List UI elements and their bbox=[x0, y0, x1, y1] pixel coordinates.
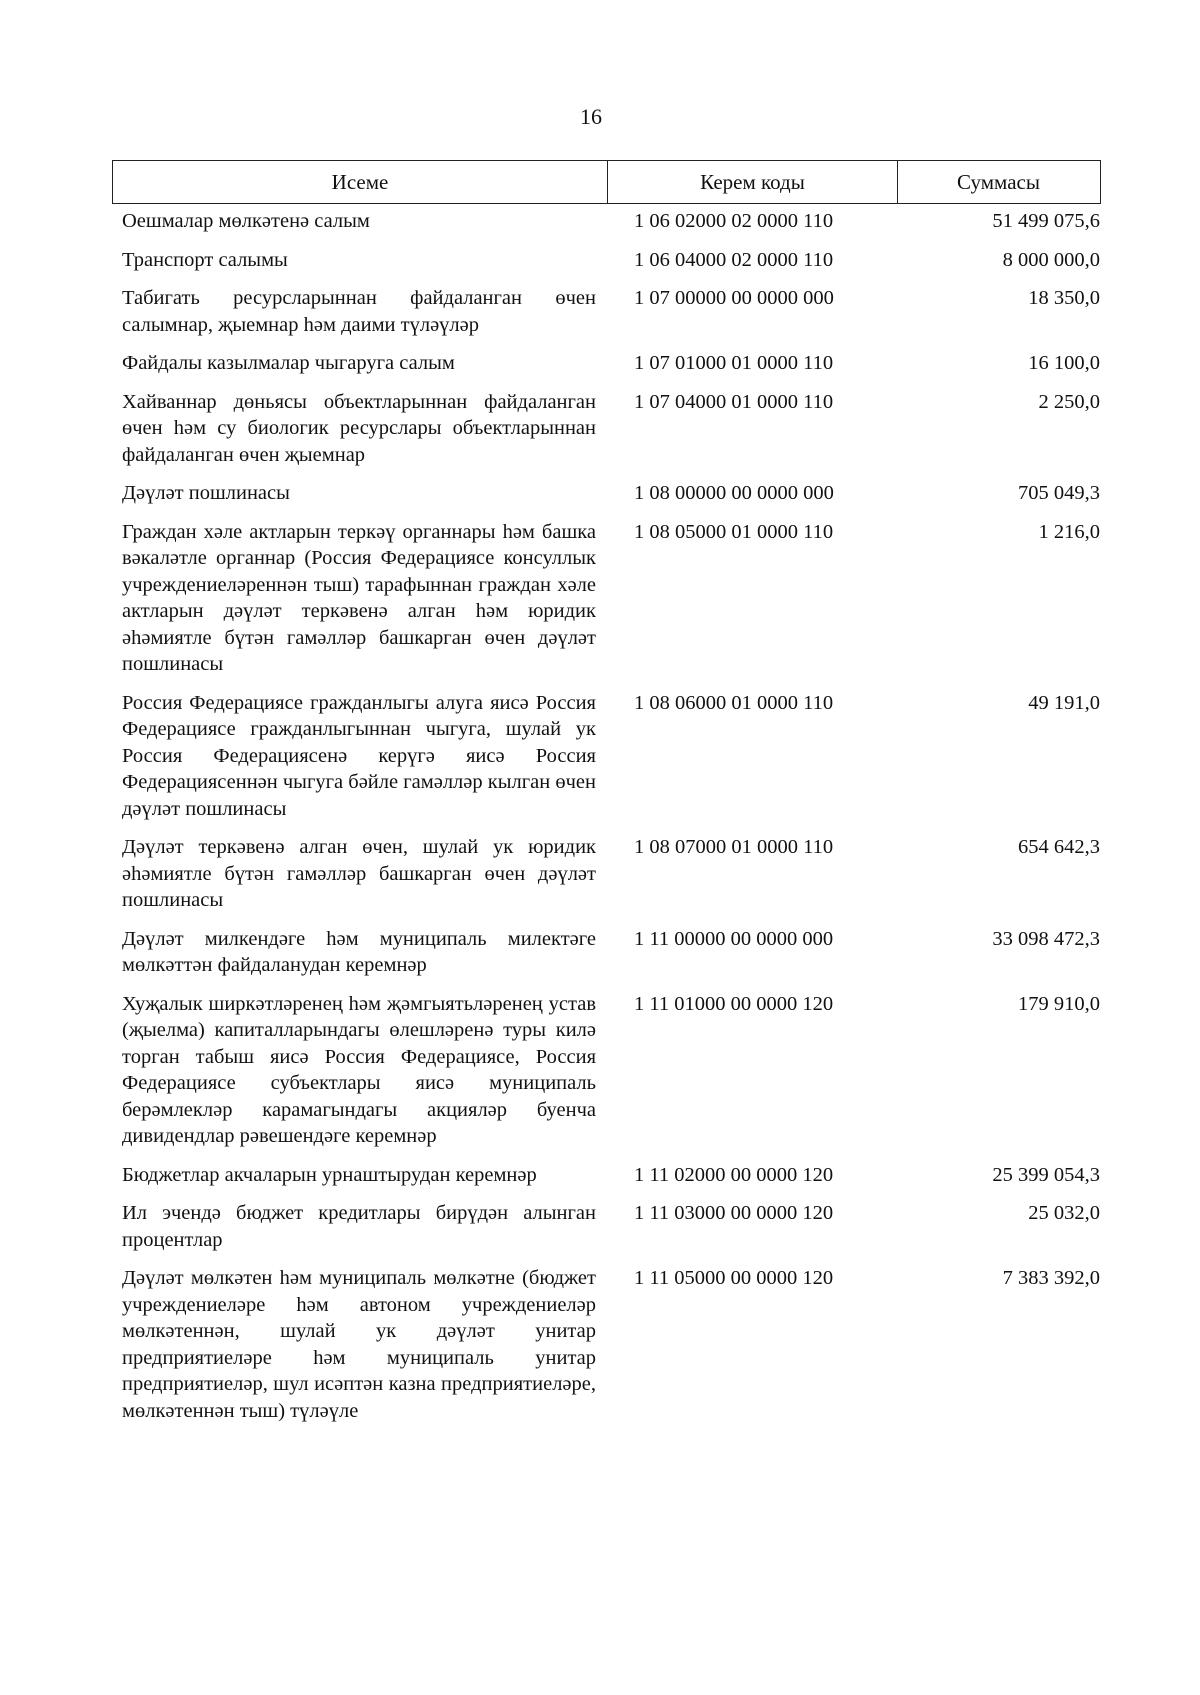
row-sum: 7 383 392,0 bbox=[1002, 1267, 1100, 1289]
row-sum: 49 191,0 bbox=[1028, 691, 1100, 714]
row-sum: 1 216,0 bbox=[1038, 520, 1100, 543]
row-sum: 654 642,3 bbox=[1018, 836, 1100, 858]
row-code: 1 08 06000 01 0000 110 bbox=[634, 691, 834, 714]
row-name: Файдалы казылмалар чыгаруга салым bbox=[122, 352, 455, 374]
table-row bbox=[122, 519, 1102, 678]
row-sum: 8 000 000,0 bbox=[1002, 248, 1100, 271]
row-name: Хуҗалык ширкәтләренең һәм җәмгыятьләренең устав (җыелма) капиталларындагы өлешләренә туры килә торган табыш яисә Россия Федерациясе, Россия Федерациясе субъектлары яисә муниципаль берәмлекләр карамагындагы акцияләр буенча дивидендлар рәвешендәге керемнәр bbox=[122, 992, 596, 1147]
row-sum: 25 032,0 bbox=[1028, 1202, 1100, 1224]
table-header bbox=[112, 160, 1101, 204]
row-sum: 51 499 075,6 bbox=[992, 210, 1100, 232]
row-code: 1 11 05000 00 0000 120 bbox=[634, 1267, 834, 1289]
row-name: Дәүләт теркәвенә алган өчен, шулай ук юридик әһәмиятле бүтән гамәлләр башкарган өчен дәүләт пошлинасы bbox=[122, 836, 596, 911]
row-code: 1 07 04000 01 0000 110 bbox=[634, 390, 834, 413]
table-row bbox=[122, 1200, 1102, 1253]
row-name: Дәүләт милкендәге һәм муниципаль милектәге мөлкәттән файдаланудан керемнәр bbox=[122, 927, 596, 976]
row-code: 1 08 07000 01 0000 110 bbox=[634, 836, 834, 858]
row-sum: 16 100,0 bbox=[1028, 352, 1100, 374]
row-name: Оешмалар мөлкәтенә салым bbox=[122, 210, 370, 232]
row-code: 1 07 01000 01 0000 110 bbox=[634, 352, 834, 374]
table-row bbox=[122, 247, 1102, 274]
page-number: 16 bbox=[580, 104, 602, 129]
row-code: 1 11 00000 00 0000 000 bbox=[634, 927, 834, 950]
column-header-code: Керем коды bbox=[608, 161, 898, 203]
row-code: 1 11 03000 00 0000 120 bbox=[634, 1202, 834, 1224]
table-row bbox=[122, 1162, 1102, 1189]
table-row bbox=[122, 389, 1102, 469]
row-name: Транспорт салымы bbox=[122, 248, 288, 271]
row-name: Хайваннар дөньясы объектларыннан файдаланган өчен һәм су биологик ресурслары объектларыннан файдаланган өчен җыемнар bbox=[122, 390, 596, 466]
row-sum: 33 098 472,3 bbox=[992, 927, 1100, 950]
row-code: 1 11 01000 00 0000 120 bbox=[634, 992, 834, 1015]
table-row bbox=[122, 285, 1102, 338]
row-name: Бюджетлар акчаларын урнаштырудан керемнәр bbox=[122, 1163, 537, 1186]
row-name: Граждан хәле актларын теркәү органнары һәм башка вәкаләтле органнар (Россия Федерациясе консуллык учреждениеләреннән тыш) тарафыннан граждан хәле актларын дәүләт теркәвенә алган һәм юридик әһәмиятле бүтән гамәлләр башкарган өчен дәүләт пошлинасы bbox=[122, 520, 596, 675]
table-row bbox=[122, 480, 1102, 507]
row-sum: 2 250,0 bbox=[1038, 390, 1100, 413]
row-code: 1 08 05000 01 0000 110 bbox=[634, 520, 834, 543]
row-name: Табигать ресурсларыннан файдаланган өчен салымнар, җыемнар һәм даими түләүләр bbox=[122, 287, 596, 336]
row-name: Дәүләт пошлинасы bbox=[122, 482, 290, 504]
table-row bbox=[122, 834, 1102, 914]
column-header-name: Исеме bbox=[113, 161, 608, 203]
row-code: 1 06 04000 02 0000 110 bbox=[634, 248, 834, 271]
table-row bbox=[122, 1265, 1102, 1424]
row-sum: 705 049,3 bbox=[1018, 482, 1100, 504]
row-sum: 18 350,0 bbox=[1028, 287, 1100, 309]
table-row bbox=[122, 991, 1102, 1150]
table-body bbox=[122, 208, 1102, 1436]
row-name: Ил эчендә бюджет кредитлары бирүдән алынган процентлар bbox=[122, 1202, 596, 1251]
table-row bbox=[122, 926, 1102, 979]
table-row bbox=[122, 208, 1102, 235]
row-sum: 25 399 054,3 bbox=[992, 1163, 1100, 1186]
row-sum: 179 910,0 bbox=[1018, 992, 1100, 1015]
row-code: 1 06 02000 02 0000 110 bbox=[634, 210, 834, 232]
column-header-sum: Суммасы bbox=[957, 169, 1040, 194]
row-name: Россия Федерациясе гражданлыгы алуга яисә Россия Федерациясе гражданлыгыннан чыгуга, шулай ук Россия Федерациясенә керүгә яисә Россия Федерациясеннән чыгуга бәйле гамәлләр кылган өчен дәүләт пошлинасы bbox=[122, 691, 596, 820]
row-code: 1 11 02000 00 0000 120 bbox=[634, 1163, 834, 1186]
row-name: Дәүләт мөлкәтен һәм муниципаль мөлкәтне (бюджет учреждениеләре һәм автоном учреждениеләр мөлкәтеннән, шулай ук дәүләт унитар предприятиеләре һәм муниципаль унитар предприятиеләр, шул исәптән казна предприятиеләре, мөлкәтеннән тыш) түләүле bbox=[122, 1267, 596, 1422]
table-row bbox=[122, 690, 1102, 823]
row-code: 1 07 00000 00 0000 000 bbox=[634, 287, 834, 309]
table-row bbox=[122, 350, 1102, 377]
row-code: 1 08 00000 00 0000 000 bbox=[634, 482, 834, 504]
